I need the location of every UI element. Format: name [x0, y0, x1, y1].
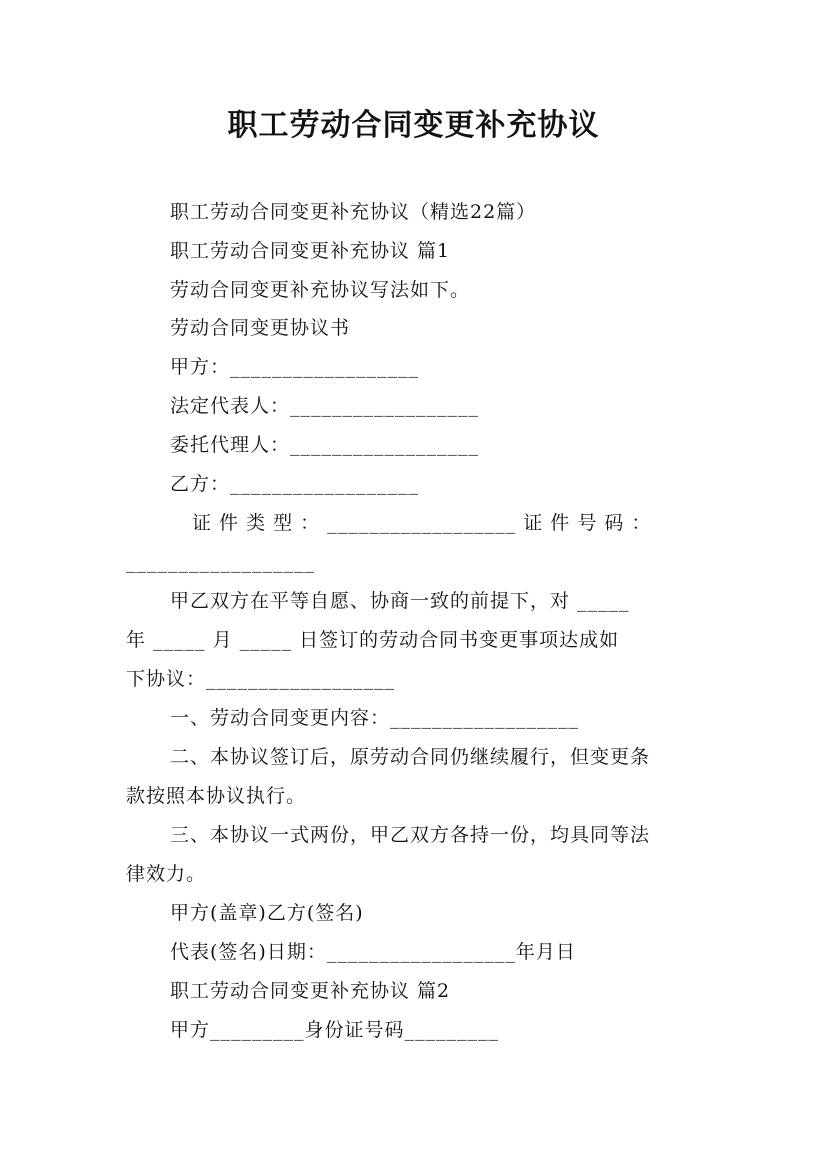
paragraph-line: 年 _____ 月 _____ 日签订的劳动合同书变更事项达成如	[126, 629, 620, 651]
agreement-heading: 劳动合同变更协议书	[170, 317, 351, 339]
representative-date-line: 代表(签名)日期：__________________年月日	[170, 941, 576, 963]
clause-2-continued: 款按照本协议执行。	[126, 785, 307, 807]
party-b-field: 乙方：__________________	[170, 473, 420, 495]
authorized-agent-field: 委托代理人：__________________	[170, 434, 480, 456]
paragraph-line: 劳动合同变更补充协议写法如下。	[170, 279, 471, 301]
subtitle-line: 职工劳动合同变更补充协议（精选22篇）	[170, 201, 537, 223]
section-heading-1: 职工劳动合同变更补充协议 篇1	[170, 240, 451, 262]
document-title: 职工劳动合同变更补充协议	[227, 108, 600, 143]
clause-1: 一、劳动合同变更内容：__________________	[170, 707, 580, 729]
paragraph-line: 甲乙双方在平等自愿、协商一致的前提下，对 _____	[170, 590, 630, 612]
id-number-blank: __________________	[126, 551, 315, 573]
signature-line: 甲方(盖章)乙方(签名)	[170, 902, 364, 924]
clause-3-continued: 律效力。	[126, 863, 207, 885]
clause-2: 二、本协议签订后，原劳动合同仍继续履行，但变更条	[170, 746, 651, 768]
paragraph-line: 下协议：__________________	[126, 668, 396, 690]
party-a-id-line: 甲方_________身份证号码_________	[170, 1019, 500, 1041]
clause-3: 三、本协议一式两份，甲乙双方各持一份，均具同等法	[170, 824, 651, 846]
party-a-field: 甲方：__________________	[170, 356, 420, 378]
legal-representative-field: 法定代表人：__________________	[170, 395, 480, 417]
id-type-number-field: 证 件 类 型 ： __________________ 证 件 号 码 ：	[192, 512, 652, 534]
section-heading-2: 职工劳动合同变更补充协议 篇2	[170, 980, 451, 1002]
